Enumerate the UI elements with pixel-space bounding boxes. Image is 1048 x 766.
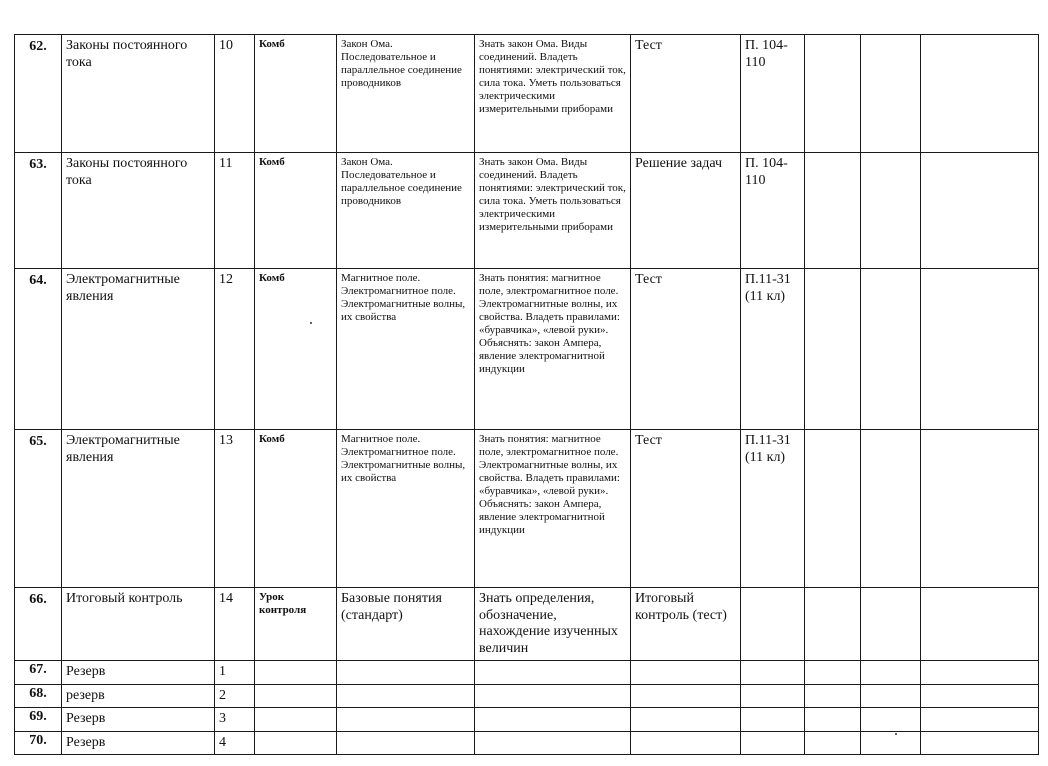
- empty-cell: [861, 731, 921, 755]
- lesson-content: Закон Ома. Последовательное и параллельное соединение проводников: [337, 153, 475, 269]
- lesson-topic: Законы постоянного тока: [62, 35, 215, 153]
- empty-cell: [921, 731, 1039, 755]
- table-row: [15, 661, 1039, 685]
- lesson-control: Тест: [631, 35, 741, 153]
- table-row: [15, 588, 1039, 661]
- empty-cell: [861, 269, 921, 430]
- empty-cell: [921, 661, 1039, 685]
- lesson-type: Урок контроля: [255, 588, 337, 661]
- lesson-hour: 10: [215, 35, 255, 153]
- table-row: [15, 708, 1039, 732]
- empty-cell: [805, 731, 861, 755]
- lesson-requirements: Знать понятия: магнитное поле, электромагнитное поле. Электромагнитные волны, их свойства. Владеть правилами: «буравчика», «левой руки». Объяснять: закон Ампера, явление электромагнитной индукции: [475, 430, 631, 588]
- lesson-requirements: Знать закон Ома. Виды соединений. Владеть понятиями: электрический ток, сила тока. Уметь пользоваться электрическими измерительными приборами: [475, 153, 631, 269]
- lesson-number: 64.: [15, 269, 62, 430]
- lesson-requirements: Знать определения, обозначение, нахождение изученных величин: [475, 588, 631, 661]
- lesson-number: 69.: [15, 708, 62, 732]
- lesson-hour: 4: [215, 731, 255, 755]
- lesson-reference: П.11-31 (11 кл): [741, 269, 805, 430]
- empty-cell: [631, 731, 741, 755]
- table-row: [15, 684, 1039, 708]
- empty-cell: [921, 153, 1039, 269]
- empty-cell: [921, 430, 1039, 588]
- lesson-type: Комб: [255, 35, 337, 153]
- lesson-content: Магнитное поле. Электромагнитное поле. Электромагнитные волны, их свойства: [337, 430, 475, 588]
- lesson-hour: 12: [215, 269, 255, 430]
- lesson-hour: 1: [215, 661, 255, 685]
- lesson-topic: Резерв: [62, 731, 215, 755]
- empty-cell: [921, 708, 1039, 732]
- lesson-topic: резерв: [62, 684, 215, 708]
- empty-cell: [631, 708, 741, 732]
- empty-cell: [337, 661, 475, 685]
- empty-cell: [337, 684, 475, 708]
- empty-cell: [805, 35, 861, 153]
- empty-cell: [475, 661, 631, 685]
- empty-cell: [475, 708, 631, 732]
- lesson-topic: Резерв: [62, 708, 215, 732]
- lesson-hour: 14: [215, 588, 255, 661]
- lesson-number: 62.: [15, 35, 62, 153]
- empty-cell: [805, 430, 861, 588]
- lesson-number: 70.: [15, 731, 62, 755]
- lesson-number: 63.: [15, 153, 62, 269]
- lesson-control: Тест: [631, 269, 741, 430]
- lesson-reference: П.11-31 (11 кл): [741, 430, 805, 588]
- lesson-reference: [741, 588, 805, 661]
- empty-cell: [861, 35, 921, 153]
- empty-cell: [861, 588, 921, 661]
- lesson-control: Итоговый контроль (тест): [631, 588, 741, 661]
- empty-cell: [255, 731, 337, 755]
- empty-cell: [631, 661, 741, 685]
- lesson-type: Комб: [255, 269, 337, 430]
- scan-speck: [895, 733, 897, 735]
- lesson-reference: П. 104-110: [741, 35, 805, 153]
- lesson-topic: Законы постоянного тока: [62, 153, 215, 269]
- empty-cell: [921, 684, 1039, 708]
- lesson-topic: Резерв: [62, 661, 215, 685]
- lesson-number: 67.: [15, 661, 62, 685]
- table-row: [15, 153, 1039, 269]
- table-row: [15, 430, 1039, 588]
- lesson-content: Закон Ома. Последовательное и параллельное соединение проводников: [337, 35, 475, 153]
- lesson-hour: 11: [215, 153, 255, 269]
- lesson-hour: 13: [215, 430, 255, 588]
- lesson-topic: Электромагнитные явления: [62, 430, 215, 588]
- empty-cell: [255, 661, 337, 685]
- empty-cell: [805, 708, 861, 732]
- empty-cell: [805, 269, 861, 430]
- empty-cell: [337, 731, 475, 755]
- empty-cell: [741, 731, 805, 755]
- empty-cell: [741, 661, 805, 685]
- table-row: [15, 35, 1039, 153]
- empty-cell: [741, 708, 805, 732]
- lesson-number: 68.: [15, 684, 62, 708]
- empty-cell: [741, 684, 805, 708]
- scan-speck: [310, 322, 312, 324]
- table-row: [15, 731, 1039, 755]
- table-row: [15, 269, 1039, 430]
- empty-cell: [805, 588, 861, 661]
- empty-cell: [631, 684, 741, 708]
- lesson-type: Комб: [255, 153, 337, 269]
- empty-cell: [921, 35, 1039, 153]
- lesson-reference: П. 104-110: [741, 153, 805, 269]
- lesson-topic: Электромагнитные явления: [62, 269, 215, 430]
- empty-cell: [805, 153, 861, 269]
- lesson-content: Базовые понятия (стандарт): [337, 588, 475, 661]
- empty-cell: [475, 684, 631, 708]
- lesson-plan-table: [14, 34, 1039, 755]
- empty-cell: [861, 708, 921, 732]
- lesson-number: 66.: [15, 588, 62, 661]
- lesson-control: Тест: [631, 430, 741, 588]
- lesson-hour: 2: [215, 684, 255, 708]
- lesson-hour: 3: [215, 708, 255, 732]
- lesson-control: Решение задач: [631, 153, 741, 269]
- empty-cell: [921, 588, 1039, 661]
- empty-cell: [475, 731, 631, 755]
- lesson-topic: Итоговый контроль: [62, 588, 215, 661]
- empty-cell: [255, 708, 337, 732]
- empty-cell: [861, 684, 921, 708]
- empty-cell: [805, 661, 861, 685]
- lesson-content: Магнитное поле. Электромагнитное поле. Электромагнитные волны, их свойства: [337, 269, 475, 430]
- empty-cell: [861, 430, 921, 588]
- empty-cell: [337, 708, 475, 732]
- lesson-number: 65.: [15, 430, 62, 588]
- lesson-requirements: Знать понятия: магнитное поле, электромагнитное поле. Электромагнитные волны, их свойства. Владеть правилами: «буравчика», «левой руки». Объяснять: закон Ампера, явление электромагнитной индукции: [475, 269, 631, 430]
- empty-cell: [861, 661, 921, 685]
- empty-cell: [255, 684, 337, 708]
- lesson-requirements: Знать закон Ома. Виды соединений. Владеть понятиями: электрический ток, сила тока. Уметь пользоваться электрическими измерительными приборами: [475, 35, 631, 153]
- lesson-type: Комб: [255, 430, 337, 588]
- empty-cell: [805, 684, 861, 708]
- empty-cell: [921, 269, 1039, 430]
- empty-cell: [861, 153, 921, 269]
